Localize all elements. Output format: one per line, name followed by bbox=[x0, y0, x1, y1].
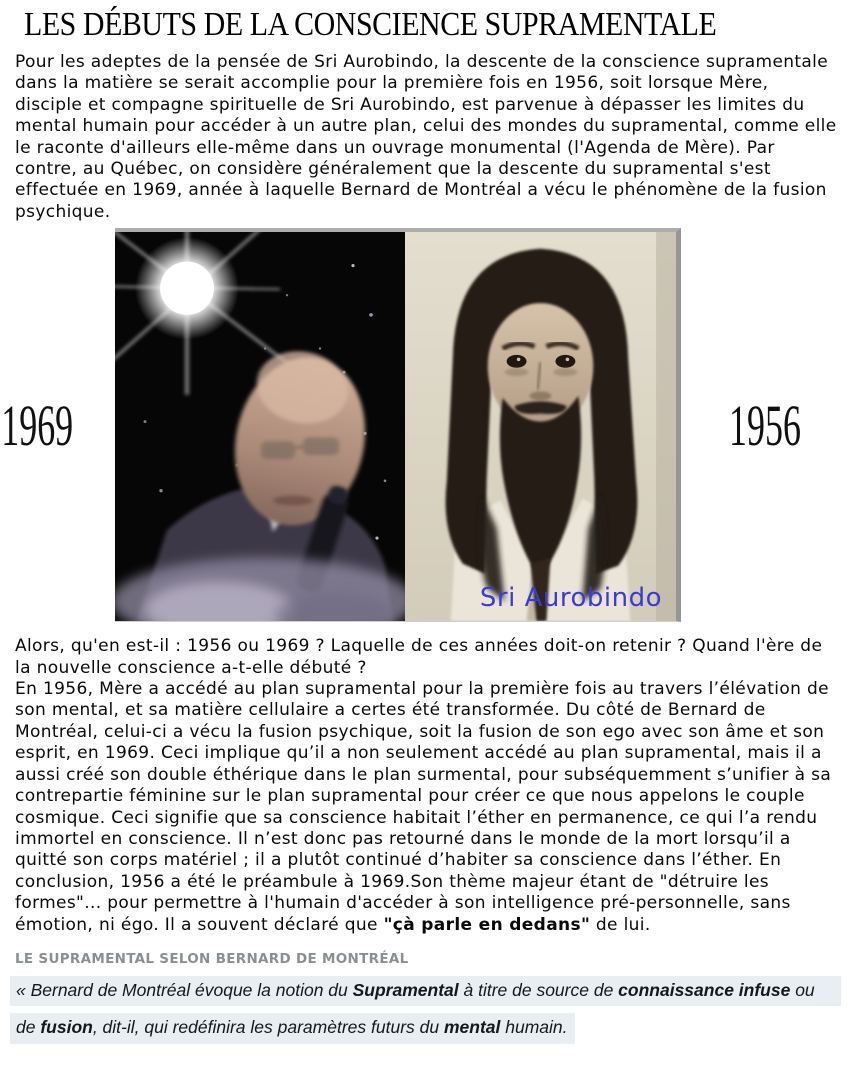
quote-segment: ou bbox=[790, 979, 815, 1000]
figure-row bbox=[0, 228, 849, 622]
page bbox=[0, 5, 849, 1067]
image-pair-frame bbox=[115, 228, 681, 622]
quote-block bbox=[10, 976, 849, 1044]
inline-bold-quote: "çà parle en dedans" bbox=[383, 914, 591, 935]
video-still-graphic bbox=[115, 232, 405, 621]
intro-paragraph: Pour les adeptes de la pensée de Sri Aurobindo, la descente de la conscience supramentale dans la matière se serait accomplie pour la première fois en 1956, soit lorsque Mère, disciple et compagne spirituelle de Sri Aurobindo, est parvenue à dépasser les limites du mental humain pour accéder à un autre plan, celui des mondes du supramental, comme elle le raconte d'ailleurs elle-même dans un ouvrage monumental (l'Agenda de Mère). Par contre, au Québec, on considère généralement que la descente du supramental s'est effectuée en 1969, année à laquelle Bernard de Montréal a vécu le phénomène de la fusion psychique. bbox=[15, 52, 837, 222]
quote-segment: « Bernard de Montréal évoque la notion du bbox=[16, 979, 353, 1000]
analysis-text: En 1956, Mère a accédé au plan supramental pour la première fois au travers l’élévation de son mental, et sa matière cellulaire a certes été transformée. Du côté de Bernard de Montréal, celui-ci a vécu la fusion psychique, soit la fusion de son ego avec son âme et son esprit, en 1969. Ceci implique qu’il a non seulement accédé au plan supramental, mais il a aussi créé son double éthérique dans le plan surmental, pour subséquemment s’unifier à sa contrepartie féminine sur le plan supramental pour créer ce que nous appelons le couple cosmique. Ceci signifie que sa conscience habitait l’éther en permanence, ce qui l’a rendu immortel en conscience. Il n’est donc pas retourné dans le monde de la mort lorsqu’il a quitté son corps matériel ; il a plutôt continué d’habiter sa conscience dans l’éther. En conclusion, 1956 a été le préambule à 1969.Son thème majeur étant de "détruire les formes"... pour permettre à l'humain d'accéder à son intelligence pré-personnelle, sans émotion, ni égo. Il a souvent déclaré que bbox=[15, 679, 832, 935]
year-label-1956: 1956 bbox=[729, 392, 801, 458]
analysis-text-end: de lui. bbox=[590, 914, 651, 935]
quote-segment: de bbox=[16, 1017, 41, 1038]
quote-segment: humain. bbox=[500, 1017, 568, 1038]
quote-bold-supramental: Supramental bbox=[352, 979, 459, 1000]
discussion-paragraph bbox=[15, 636, 837, 936]
questions-text: Alors, qu'en est-il : 1956 ou 1969 ? Laquelle de ces années doit-on retenir ? Quand l'ère de la nouvelle conscience a-t-elle débuté ? bbox=[15, 636, 823, 678]
quote-bold-mental: mental bbox=[443, 1017, 501, 1038]
quote-bold-connaissance-infuse: connaissance infuse bbox=[618, 979, 791, 1000]
quote-line-2 bbox=[10, 1013, 849, 1044]
section-heading: LE SUPRAMENTAL SELON BERNARD DE MONTRÉAL bbox=[15, 950, 409, 967]
sri-aurobindo-photo bbox=[405, 232, 676, 621]
bernard-de-montreal-video-still bbox=[115, 232, 405, 621]
quote-line-1 bbox=[10, 976, 841, 1007]
year-label-1969: 1969 bbox=[1, 392, 74, 458]
quote-segment: à titre de source de bbox=[458, 979, 619, 1000]
sri-aurobindo-caption: Sri Aurobindo bbox=[479, 583, 662, 614]
quote-segment: , dit-il, qui redéfinira les paramètres futurs du bbox=[92, 1017, 444, 1038]
quote-bold-fusion: fusion bbox=[40, 1017, 93, 1038]
page-title: LES DÉBUTS DE LA CONSCIENCE SUPRAMENTALE bbox=[24, 6, 717, 43]
sri-aurobindo-portrait-graphic bbox=[405, 232, 676, 621]
